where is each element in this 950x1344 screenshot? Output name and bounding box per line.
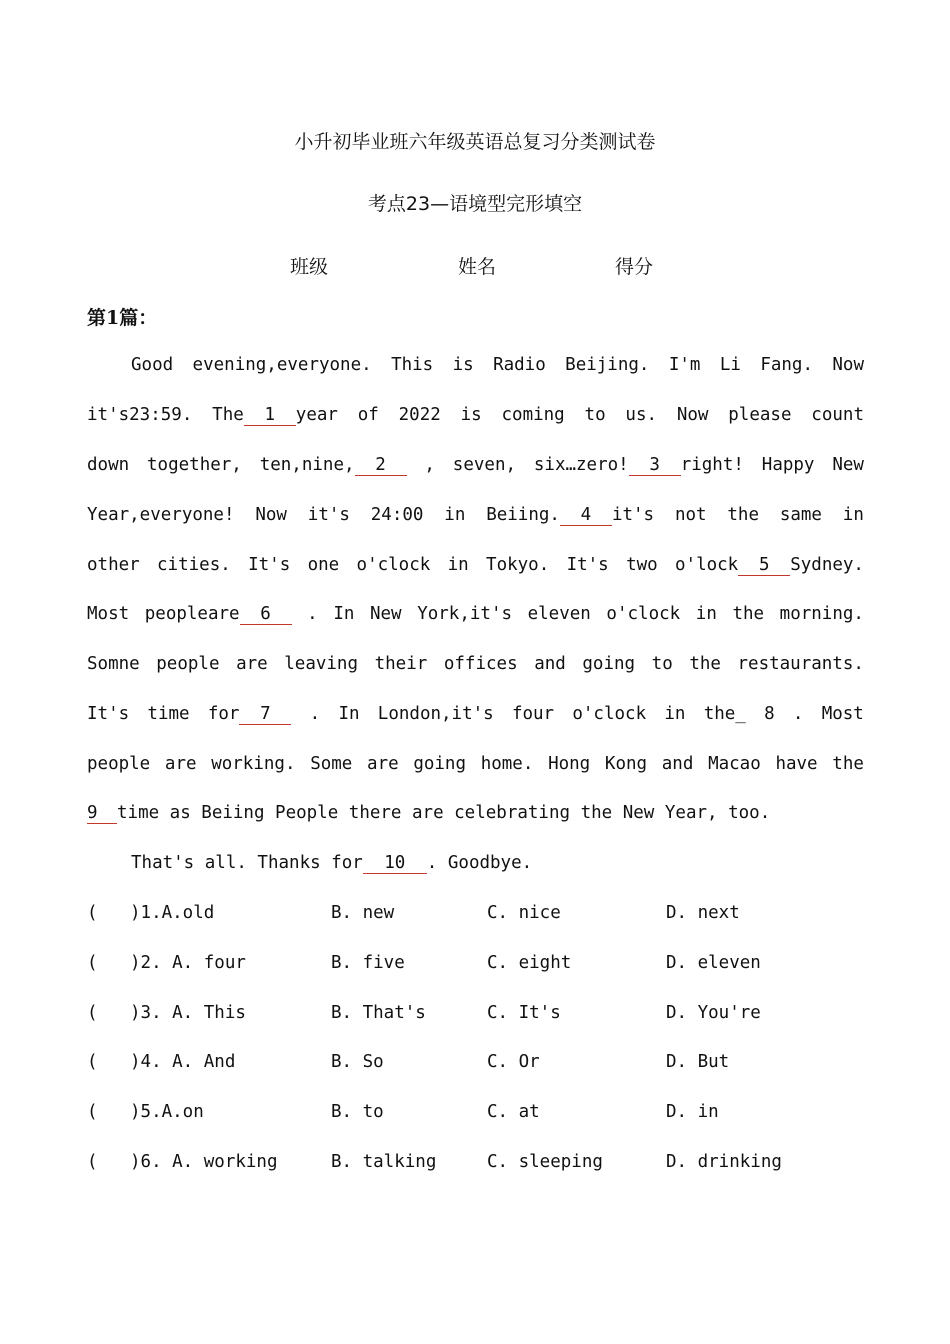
option-c[interactable]: C. nice xyxy=(487,903,561,923)
option-b[interactable]: B. So xyxy=(331,1052,384,1072)
blank-3[interactable]: 3 xyxy=(629,455,681,476)
blank-5[interactable]: 5 xyxy=(738,555,790,576)
option-b[interactable]: B. new xyxy=(331,903,395,923)
option-a[interactable]: )2. A. four xyxy=(130,953,246,973)
option-a[interactable]: )3. A. This xyxy=(130,1003,246,1023)
passage-line-3: down together, ten,nine, 2 , seven, six…zero! 3 right! Happy New xyxy=(87,455,864,475)
option-b[interactable]: B. five xyxy=(331,953,405,973)
option-b[interactable]: B. to xyxy=(331,1102,384,1122)
section-title: 第1篇： xyxy=(87,307,158,329)
option-c[interactable]: C. at xyxy=(487,1102,540,1122)
passage-line-5: other cities. It's one o'clock in Tokyo. It's two o'lock 5 Sydney. xyxy=(87,555,864,575)
option-a[interactable]: )6. A. working xyxy=(130,1152,278,1172)
passage-line-7: Somne people are leaving their offices and going to the restaurants. xyxy=(87,654,864,674)
blank-9[interactable]: 9 xyxy=(87,803,117,824)
option-d[interactable]: D. drinking xyxy=(666,1152,782,1172)
option-d[interactable]: D. in xyxy=(666,1102,719,1122)
answer-paren[interactable]: ( xyxy=(87,1052,98,1072)
option-b[interactable]: B. That's xyxy=(331,1003,426,1023)
question-row xyxy=(87,950,864,976)
question-row xyxy=(87,900,864,926)
option-c[interactable]: C. eight xyxy=(487,953,572,973)
answer-paren[interactable]: ( xyxy=(87,1003,98,1023)
answer-paren[interactable]: ( xyxy=(87,1152,98,1172)
passage-line-1: Good evening,everyone. This is Radio Beijing. I'm Li Fang. Now xyxy=(131,355,864,375)
passage-line-6: Most peopleare 6 . In New York,it's eleven o'clock in the morning. xyxy=(87,604,864,624)
blank-8[interactable]: 8 xyxy=(764,704,775,724)
option-c[interactable]: C. Or xyxy=(487,1052,540,1072)
score-label: 得分 xyxy=(615,256,654,278)
name-label: 姓名 xyxy=(458,256,497,278)
answer-paren[interactable]: ( xyxy=(87,1102,98,1122)
passage-line-9: people are working. Some are going home. Hong Kong and Macao have the xyxy=(87,754,864,774)
passage-line-4: Year,everyone! Now it's 24:00 in Beiing. 4 it's not the same in xyxy=(87,505,864,525)
question-row xyxy=(87,1099,864,1125)
option-c[interactable]: C. sleeping xyxy=(487,1152,603,1172)
option-b[interactable]: B. talking xyxy=(331,1152,437,1172)
option-c[interactable]: C. It's xyxy=(487,1003,561,1023)
option-a[interactable]: )5.A.on xyxy=(130,1102,204,1122)
answer-paren[interactable]: ( xyxy=(87,903,98,923)
question-row xyxy=(87,1000,864,1026)
question-row xyxy=(87,1049,864,1075)
option-a[interactable]: )1.A.old xyxy=(130,903,215,923)
passage-line-2: it's23:59. The 1 year of 2022 is coming to us. Now please count xyxy=(87,405,864,425)
option-d[interactable]: D. eleven xyxy=(666,953,761,973)
option-a[interactable]: )4. A. And xyxy=(130,1052,236,1072)
blank-6[interactable]: 6 xyxy=(240,604,292,625)
blank-2[interactable]: 2 xyxy=(355,455,407,476)
question-row xyxy=(87,1149,864,1175)
blank-1[interactable]: 1 xyxy=(244,405,296,426)
option-d[interactable]: D. You're xyxy=(666,1003,761,1023)
document-title: 小升初毕业班六年级英语总复习分类测试卷 xyxy=(294,131,656,153)
blank-10[interactable]: 10 xyxy=(363,853,427,874)
blank-7[interactable]: 7 xyxy=(239,704,291,725)
answer-paren[interactable]: ( xyxy=(87,953,98,973)
option-d[interactable]: D. But xyxy=(666,1052,730,1072)
passage-line-11: That's all. Thanks for 10 . Goodbye. xyxy=(131,853,533,873)
blank-4[interactable]: 4 xyxy=(560,505,612,526)
document-subtitle: 考点23—语境型完形填空 xyxy=(367,193,583,215)
class-label: 班级 xyxy=(290,256,329,278)
passage-line-10: 9 time as Beiing People there are celebrating the New Year, too. xyxy=(87,803,771,823)
passage-line-8: It's time for 7 . In London,it's four o'clock in the_ 8 . Most xyxy=(87,701,864,727)
option-d[interactable]: D. next xyxy=(666,903,740,923)
